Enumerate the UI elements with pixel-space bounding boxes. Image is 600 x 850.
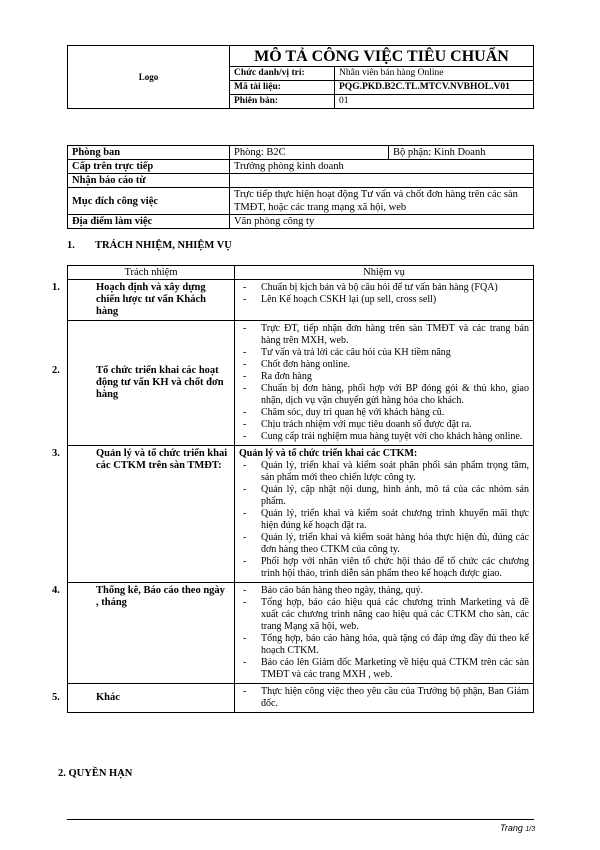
task-item [239, 359, 529, 371]
responsibility-cell [52, 446, 235, 583]
task-list [239, 323, 529, 443]
page-footer [500, 823, 535, 833]
responsibility-cell [52, 583, 235, 684]
job-info-table [67, 145, 534, 229]
task-list [239, 686, 529, 710]
bullet-dash: - [243, 585, 247, 596]
supervisor-value: Trưởng phòng kinh doanh [230, 160, 534, 174]
task-item [239, 431, 529, 443]
bullet-dash: - [243, 657, 247, 668]
bullet-dash: - [243, 323, 247, 334]
task-text: Quản lý, cập nhật nội dung, hình ảnh, mô tả của các nhóm sản phẩm. [261, 484, 529, 507]
responsibility-number: 5. [52, 692, 60, 703]
tasks-cell [235, 446, 534, 583]
responsibility-cell [52, 684, 235, 713]
task-text: Quản lý, triển khai và kiểm soát phân phối sản phẩm trọng tâm, sản phẩm mới theo chiến lược công ty. [261, 460, 529, 483]
duties-table [52, 265, 534, 713]
column-header-responsibility: Trách nhiệm [68, 266, 235, 280]
responsibility-cell [52, 321, 235, 446]
task-item [239, 657, 529, 681]
position-label: Chức danh/vị trí: [230, 67, 335, 81]
task-item [239, 294, 529, 306]
column-header-tasks: Nhiệm vụ [235, 266, 534, 280]
document-title: MÔ TẢ CÔNG VIỆC TIÊU CHUẨN [230, 46, 534, 67]
bullet-dash: - [243, 460, 247, 471]
bullet-dash: - [243, 484, 247, 495]
footer-divider [67, 819, 534, 820]
department-value: Phòng: B2C [230, 146, 389, 160]
section-1-heading [67, 240, 232, 251]
task-item [239, 460, 529, 484]
task-text: Chăm sóc, duy trì quan hệ với khách hàng cũ. [261, 407, 445, 418]
task-list [239, 460, 529, 580]
task-text: Chịu trách nhiệm với mục tiêu doanh số được đặt ra. [261, 419, 472, 430]
purpose-value: Trực tiếp thực hiện hoạt động Tư vấn và chốt đơn hàng trên các sàn TMĐT, hoặc các trang mạng xã hội, web [230, 188, 534, 215]
duty-row [68, 583, 534, 684]
reports-from-label: Nhận báo cáo từ [68, 174, 230, 188]
bullet-dash: - [243, 419, 247, 430]
bullet-dash: - [243, 359, 247, 370]
section-1-number: 1. [67, 240, 75, 251]
task-text: Báo cáo lên Giám đốc Marketing về hiệu quả CTKM trên các sàn TMĐT và các trang MXH , web. [261, 657, 529, 680]
task-item [239, 508, 529, 532]
responsibility-text-wrap [52, 585, 228, 609]
bullet-dash: - [243, 347, 247, 358]
task-text: Tổng hợp, báo cáo hiệu quả các chương trình Marketing và đề xuất các chương trình nâng cao hiệu quả các CTKM cho sàn, các trang Mạng xã hội, web. [261, 597, 529, 632]
task-text: Chuẩn bị kịch bản và bộ câu hỏi để tư vấn bán hàng (FQA) [261, 282, 498, 293]
responsibility-text-wrap [52, 282, 228, 318]
workplace-label: Địa điểm làm việc [68, 215, 230, 229]
bullet-dash: - [243, 431, 247, 442]
task-item [239, 407, 529, 419]
task-item [239, 597, 529, 633]
position-value: Nhân viên bán hàng Online [335, 67, 534, 81]
bullet-dash: - [243, 294, 247, 305]
bullet-dash: - [243, 686, 247, 697]
page-number: 1/3 [525, 826, 536, 833]
bullet-dash: - [243, 282, 247, 293]
task-list [239, 585, 529, 681]
task-item [239, 383, 529, 407]
duty-row [68, 684, 534, 713]
responsibility-text: Tổ chức triển khai các hoạt động tư vấn KH và chốt đơn hàng [96, 365, 224, 400]
duty-row [68, 321, 534, 446]
responsibility-text: Khác [96, 692, 120, 703]
bullet-dash: - [243, 508, 247, 519]
version-label: Phiên bản: [230, 95, 335, 109]
responsibility-number: 1. [52, 282, 60, 293]
bullet-dash: - [243, 532, 247, 543]
task-item [239, 371, 529, 383]
version-value: 01 [335, 95, 534, 109]
responsibility-text-wrap [52, 692, 228, 704]
section-2-heading: 2. QUYỀN HẠN [58, 768, 133, 779]
task-list [239, 282, 529, 306]
task-item [239, 347, 529, 359]
division-value: Bộ phận: Kinh Doanh [389, 146, 534, 160]
responsibility-text: Quản lý và tổ chức triển khai các CTKM trên sàn TMĐT: [96, 448, 228, 471]
tasks-cell [235, 280, 534, 321]
task-text: Trực ĐT, tiếp nhận đơn hàng trên sàn TMĐT và các trang bán hàng trên MXH, web. [261, 323, 529, 346]
section-1-title: TRÁCH NHIỆM, NHIỆM VỤ [95, 240, 232, 251]
task-item [239, 419, 529, 431]
workplace-value: Văn phòng công ty [230, 215, 534, 229]
responsibility-text: Hoạch định và xây dựng chiến lược tư vấn Khách hàng [96, 282, 207, 317]
tasks-cell [235, 583, 534, 684]
purpose-label: Mục đích công việc [68, 188, 230, 215]
task-text: Chuẩn bị đơn hàng, phối hợp với BP đóng gói & thủ kho, giao nhận, dịch vụ vận chuyển gửi hàng hóa cho khách. [261, 383, 529, 406]
responsibility-cell [52, 280, 235, 321]
task-text: Báo cáo bán hàng theo ngày, tháng, quý. [261, 585, 424, 596]
responsibility-number: 2. [52, 365, 60, 376]
task-text: Ra đơn hàng [261, 371, 312, 382]
task-text: Thực hiện công việc theo yêu cầu của Trưởng bộ phận, Ban Giám đốc. [261, 686, 529, 709]
document-header [67, 45, 534, 109]
task-text: Quản lý, triển khai và kiểm soát chương trình khuyến mãi thực hiện đúng kế hoạch đặt ra. [261, 508, 529, 531]
task-text: Tư vấn và trả lời các câu hỏi của KH tiềm năng [261, 347, 451, 358]
task-item [239, 633, 529, 657]
responsibility-number: 3. [52, 448, 60, 459]
responsibility-number: 4. [52, 585, 60, 596]
tasks-heading: Quản lý và tổ chức triển khai các CTKM: [239, 448, 418, 459]
task-text: Chốt đơn hàng online. [261, 359, 351, 370]
tasks-cell [235, 321, 534, 446]
duty-row [68, 446, 534, 583]
tasks-cell [235, 684, 534, 713]
reports-from-value [230, 174, 534, 188]
task-text: Phối hợp với nhân viên tổ chức hội thảo để tổ chức các chương trình hội thảo, trình diễn sản phẩm theo kế hoạch được giao. [261, 556, 529, 579]
responsibility-text: Thống kê, Báo cáo theo ngày , tháng [96, 585, 225, 608]
page-label: Trang [500, 823, 523, 833]
doc-code-label: Mã tài liệu: [230, 81, 335, 95]
doc-code-value: PQG.PKD.B2C.TL.MTCV.NVBHOL.V01 [335, 81, 534, 95]
task-text: Quản lý, triển khai và kiểm soát hàng hóa thực hiện đủ, đúng các đơn hàng theo CTKM của công ty. [261, 532, 529, 555]
responsibility-text-wrap [52, 448, 228, 472]
responsibility-text-wrap [52, 365, 228, 401]
department-label: Phòng ban [68, 146, 230, 160]
bullet-dash: - [243, 371, 247, 382]
supervisor-label: Cấp trên trực tiếp [68, 160, 230, 174]
logo: Logo [68, 46, 230, 109]
bullet-dash: - [243, 383, 247, 394]
task-item [239, 282, 529, 294]
task-text: Tổng hợp, báo cáo hàng hóa, quà tặng có đáp ứng đầy đủ theo kế hoạch CTKM. [261, 633, 529, 656]
task-item [239, 484, 529, 508]
task-text: Lên Kế hoạch CSKH lại (up sell, cross sell) [261, 294, 437, 305]
bullet-dash: - [243, 407, 247, 418]
bullet-dash: - [243, 633, 247, 644]
task-item [239, 556, 529, 580]
task-item [239, 532, 529, 556]
task-item [239, 585, 529, 597]
duty-row [68, 280, 534, 321]
task-item [239, 686, 529, 710]
bullet-dash: - [243, 556, 247, 567]
task-text: Cung cấp trải nghiệm mua hàng tuyệt vời cho khách hàng online. [261, 431, 523, 442]
bullet-dash: - [243, 597, 247, 608]
task-item [239, 323, 529, 347]
